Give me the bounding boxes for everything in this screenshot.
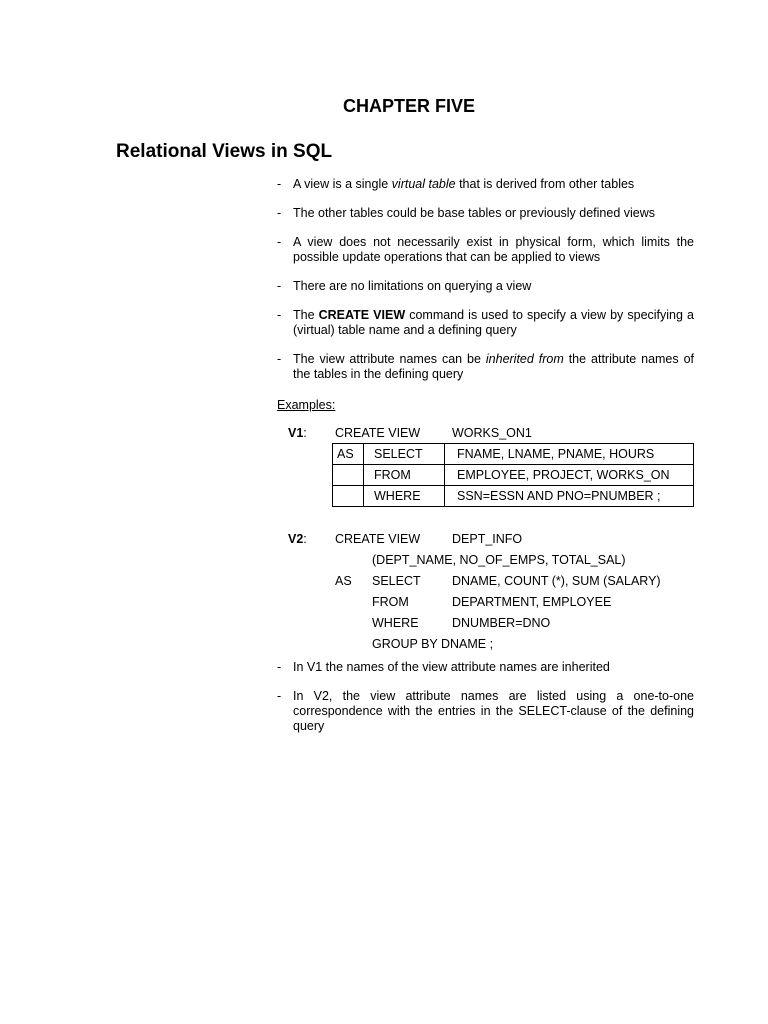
bullet-text-part: the attribute names of the tables in the defining query (293, 352, 694, 381)
bullet-text-part: The other tables could be base tables or previously defined views (293, 206, 656, 220)
bullet-dash: - (277, 206, 282, 220)
bullet-dash: - (277, 689, 282, 703)
v2-label-wrapper (288, 532, 307, 546)
list-item (277, 279, 694, 294)
bullet-text-part: inherited from (485, 352, 564, 366)
bullet-text (293, 308, 694, 338)
bullet-list (277, 177, 694, 396)
list-item (277, 689, 694, 734)
bullet-text (293, 660, 694, 675)
v1-row2-cell3: EMPLOYEE, PROJECT, WORKS_ON (445, 465, 694, 486)
bullet-text-part: A view does not necessarily exist in physical form, which limits the possible update operations that can be applied to views (293, 235, 694, 264)
v1-label: V1 (288, 426, 304, 440)
bullet-text-part: There are no limitations on querying a view (293, 279, 532, 293)
v1-row3-cell1 (333, 486, 364, 507)
v2-attribute-list: (DEPT_NAME, NO_OF_EMPS, TOTAL_SAL) (372, 553, 626, 567)
table-row (333, 465, 694, 486)
v2-select-value: DNAME, COUNT (*), SUM (SALARY) (452, 574, 661, 588)
v1-view-name: WORKS_ON1 (452, 426, 532, 440)
bullet-text (293, 279, 694, 294)
bullet-text-part: CREATE VIEW (318, 308, 406, 322)
v1-row2-cell1 (333, 465, 364, 486)
bullet-dash: - (277, 235, 282, 249)
v1-label-wrapper (288, 426, 307, 440)
v2-from-keyword: FROM (372, 595, 409, 609)
v2-group-by: GROUP BY DNAME ; (372, 637, 494, 651)
bullet-dash: - (277, 660, 282, 674)
bullet-text-part: that is derived from other tables (455, 177, 635, 191)
v1-colon: : (303, 426, 307, 440)
list-item (277, 206, 694, 221)
v2-as-keyword: AS (335, 574, 352, 588)
section-title: Relational Views in SQL (116, 141, 333, 162)
bullet-dash: - (277, 177, 282, 191)
v1-row1-cell3: FNAME, LNAME, PNAME, HOURS (445, 444, 694, 465)
list-item (277, 235, 694, 265)
v1-row2-cell2: FROM (364, 465, 445, 486)
v1-row3-cell3: SSN=ESSN AND PNO=PNUMBER ; (445, 486, 694, 507)
bullet-text-part: In V1 the names of the view attribute names are inherited (293, 660, 610, 674)
v1-row1-cell2: SELECT (364, 444, 445, 465)
table-row (333, 444, 694, 465)
v2-where-value: DNUMBER=DNO (452, 616, 551, 630)
bullet-text (293, 235, 694, 265)
bullet-dash: - (277, 308, 282, 322)
bullet-dash: - (277, 279, 282, 293)
bullet-text-part: The (293, 308, 319, 322)
v2-from-value: DEPARTMENT, EMPLOYEE (452, 595, 612, 609)
v1-row1-cell1: AS (333, 444, 364, 465)
list-item (277, 352, 694, 382)
bullet-dash: - (277, 352, 282, 366)
bullet-text (293, 352, 694, 382)
list-item (277, 177, 694, 192)
v2-select-keyword: SELECT (372, 574, 421, 588)
bullet-text (293, 689, 694, 734)
bullet-text-part: The view attribute names can be (293, 352, 486, 366)
v2-create-view: CREATE VIEW (335, 532, 421, 546)
list-item (277, 308, 694, 338)
v1-create-view: CREATE VIEW (335, 426, 421, 440)
table-row (333, 486, 694, 507)
chapter-title: CHAPTER FIVE (342, 96, 475, 116)
bullet-text-part: command is used to specify a view by specifying a (virtual) table name and a defining query (293, 308, 694, 337)
bottom-bullet-list (277, 660, 694, 748)
bullet-text (293, 206, 694, 221)
bullet-text (293, 177, 694, 192)
bullet-text-part: virtual table (391, 177, 456, 191)
bullet-text-part: In V2, the view attribute names are listed using a one-to-one correspondence with the entries in the SELECT-clause of the defining query (293, 689, 694, 733)
bullet-text-part: A view is a single (293, 177, 392, 191)
v1-query-table (332, 443, 694, 507)
v2-label: V2 (288, 532, 304, 546)
v1-row3-cell2: WHERE (364, 486, 445, 507)
v2-view-name: DEPT_INFO (452, 532, 523, 546)
examples-label: Examples: (277, 398, 336, 412)
v2-colon: : (303, 532, 307, 546)
list-item (277, 660, 694, 675)
v2-where-keyword: WHERE (372, 616, 419, 630)
